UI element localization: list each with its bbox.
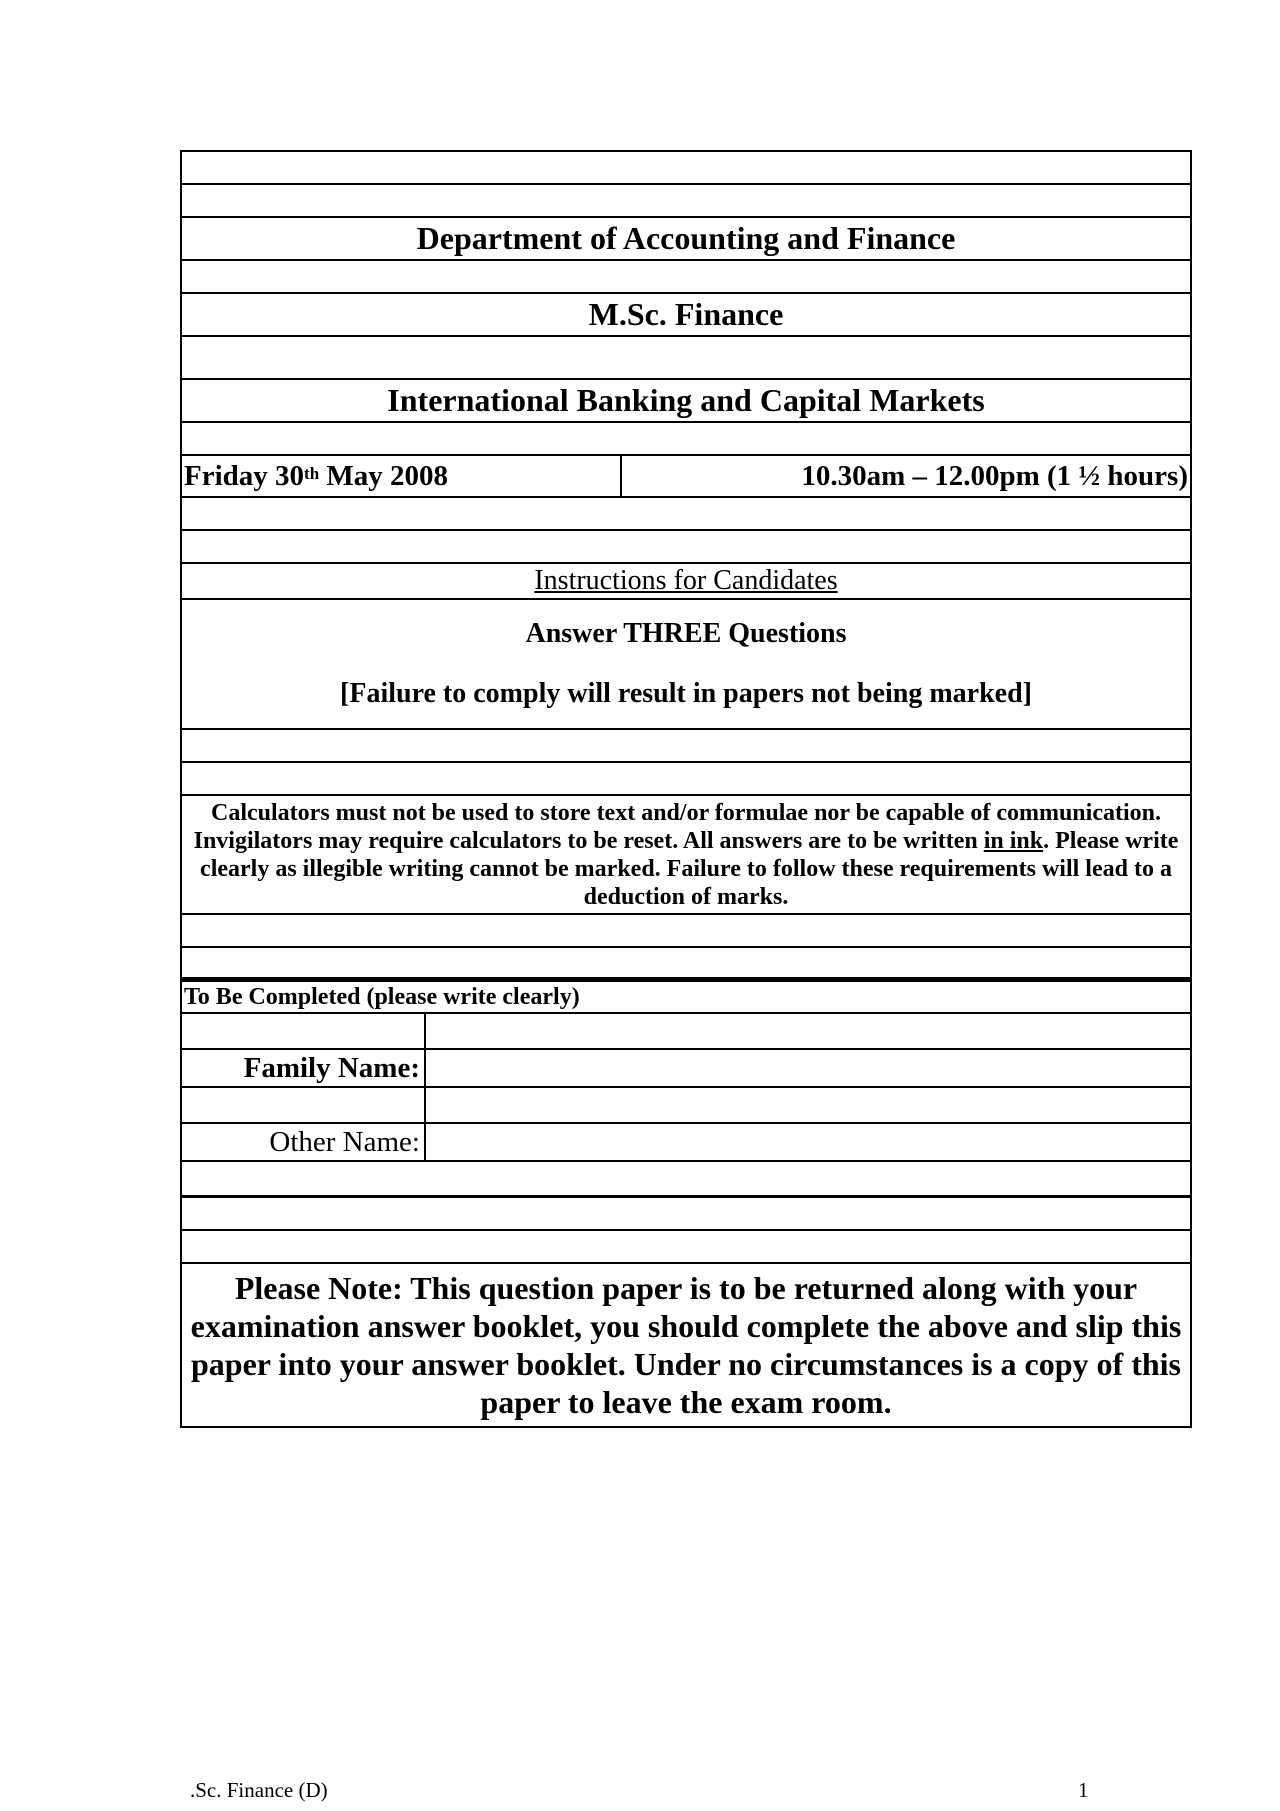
calculator-rules-part2: . Please write clearly as illegible writing cannot be marked. Failure to follow these requirements will lead to a deduction of marks. [200,827,1179,910]
answer-instructions [182,600,1190,730]
other-name-label: Other Name: [182,1124,426,1160]
blank-row [182,915,1190,948]
form-spacer-row [182,1088,1190,1124]
exam-date-day: Friday 30 [184,459,305,492]
form-value-cell [426,1014,1190,1048]
family-name-label: Family Name: [182,1050,426,1086]
form-bottom-row [182,1162,1190,1195]
blank-row [182,531,1190,564]
blank-row [182,1198,1190,1231]
blank-row [182,948,1190,979]
failure-warning-text: [Failure to comply will result in papers not being marked] [340,678,1032,709]
family-name-field[interactable] [426,1050,1190,1086]
candidate-details-form [182,979,1190,1198]
blank-row [182,337,1190,380]
blank-row [182,152,1190,185]
answer-count-text: Answer THREE Questions [525,618,847,649]
family-name-row [182,1050,1190,1088]
blank-row [182,498,1190,531]
programme-title: M.Sc. Finance [182,294,1190,337]
form-heading: To Be Completed (please write clearly) [182,982,1190,1014]
calculator-rules [182,796,1190,915]
footer-programme: .Sc. Finance (D) [190,1778,328,1802]
blank-row [182,423,1190,456]
exam-cover-sheet [180,150,1192,1428]
blank-row [182,1231,1190,1264]
blank-row [182,730,1190,763]
return-paper-note: Please Note: This question paper is to be returned along with your examination answer booklet, you should complete the above and slip this paper into your answer booklet. Under no circumstances is a copy of this paper to leave the exam room. [190,1270,1182,1420]
exam-time: 10.30am – 12.00pm (1 ½ hours) [801,459,1188,492]
form-spacer-row [182,1014,1190,1050]
other-name-row [182,1124,1190,1162]
form-label-cell [182,1014,426,1048]
other-name-field[interactable] [426,1124,1190,1160]
page-number: 1 [1078,1778,1089,1802]
blank-row [182,261,1190,294]
form-value-cell [426,1088,1190,1122]
in-ink-emphasis: in ink [983,827,1044,854]
calculator-rules-part1: Calculators must not be used to store text and/or formulae nor be capable of communication. Invigilators may require calculators to be reset. All answers are to be written [193,799,1161,854]
department-title: Department of Accounting and Finance [182,218,1190,261]
exam-date-month-year: May 2008 [319,459,449,492]
instructions-heading: Instructions for Candidates [182,564,1190,600]
exam-date: Friday 30 $^{th}$ May 2008 [182,456,622,496]
form-label-cell [182,1088,426,1122]
blank-row [182,185,1190,218]
course-title: International Banking and Capital Markets [182,380,1190,423]
blank-row [182,763,1190,796]
calculator-rules-text [184,799,1188,911]
exam-date-time-row [182,456,1190,498]
